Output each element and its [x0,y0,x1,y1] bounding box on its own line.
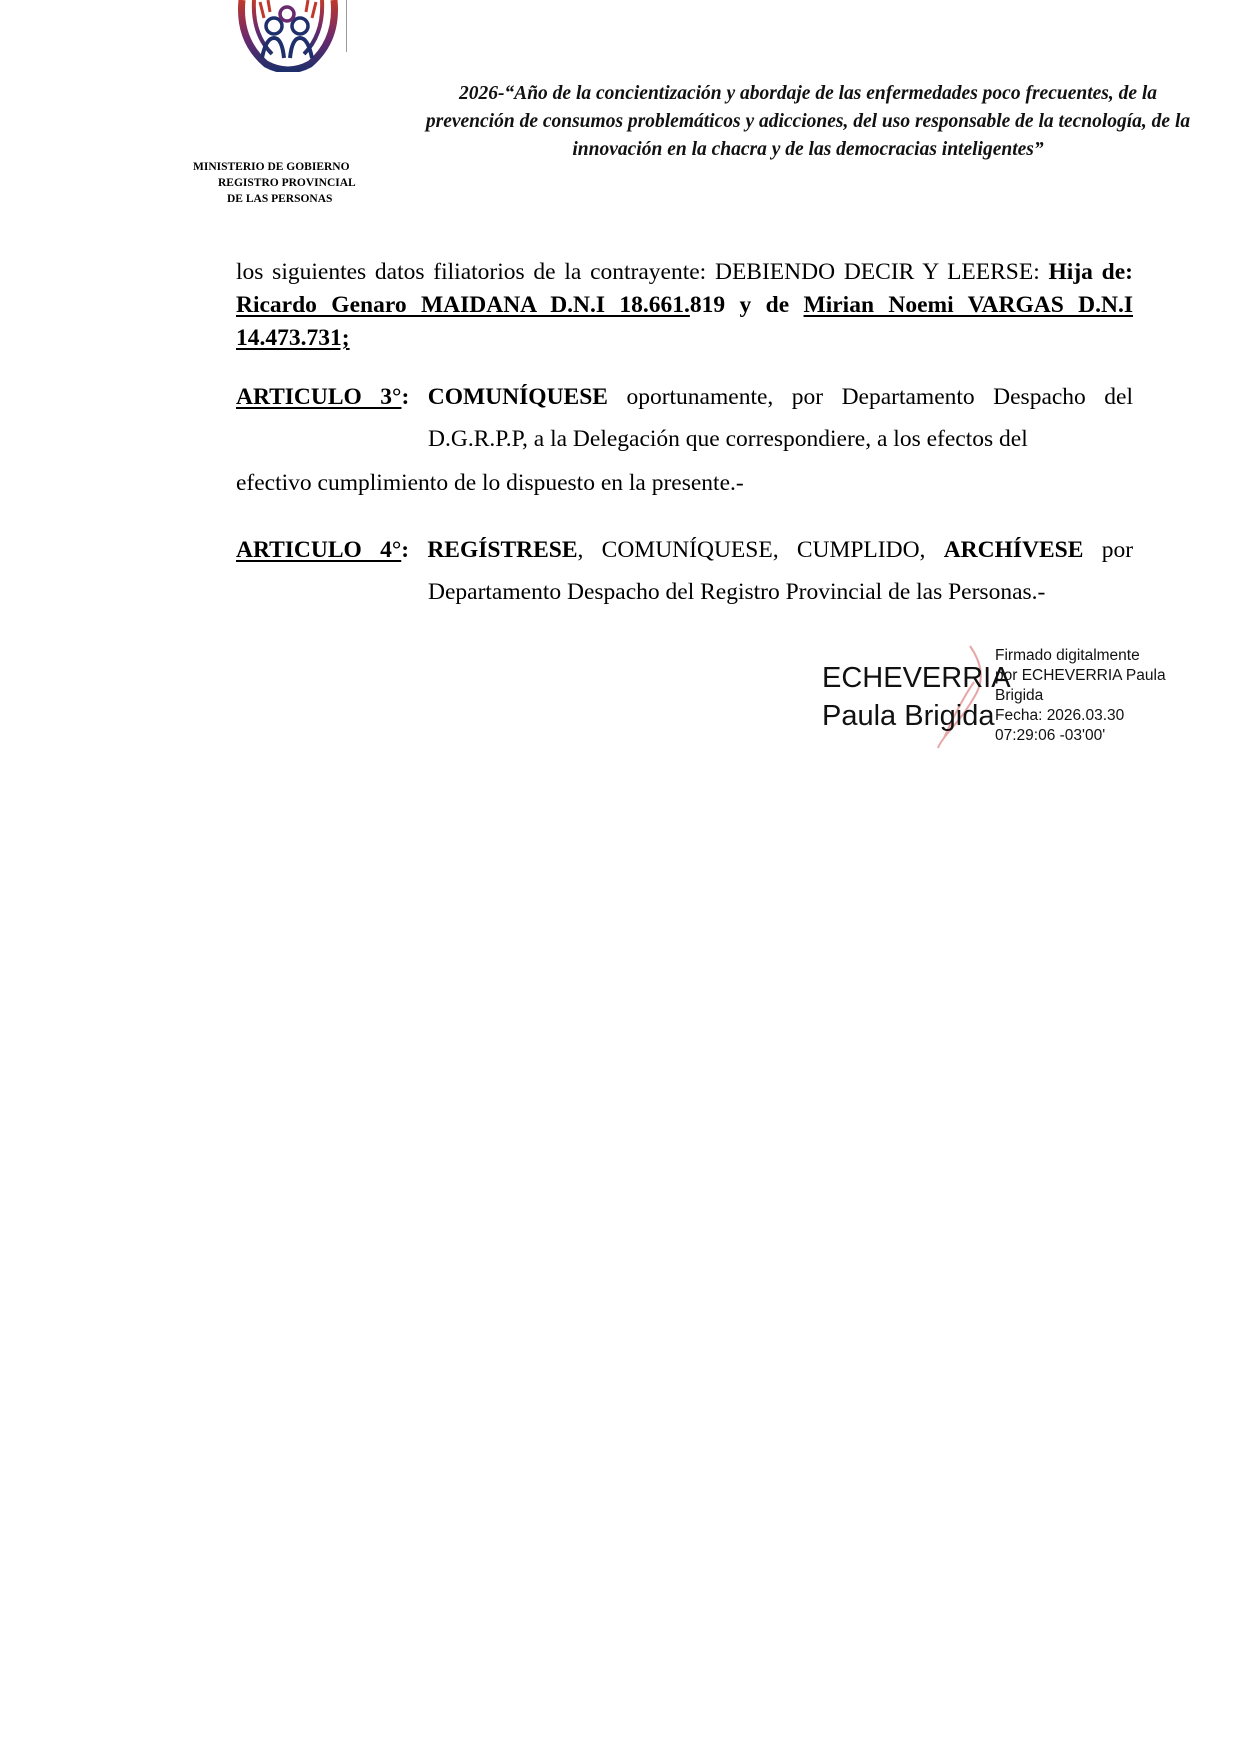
registry-emblem-logo [236,0,340,72]
mother-name: Mirian Noemi VARGAS D.N.I 14.473.731; [236,292,1134,351]
signature-time: 07:29:06 -03'00' [995,727,1106,744]
signer-surname: ECHEVERRIA [822,662,1011,694]
article-4-text: , COMUNÍQUESE, CUMPLIDO, [577,537,944,563]
filiation-paragraph [236,256,1133,355]
article-4-keyword2: ARCHÍVESE [943,537,1084,563]
father-name: Ricardo Genaro MAIDANA D.N.I 18.661. [236,292,690,318]
signature-stroke-icon [930,642,990,752]
logo-graphic [236,0,340,72]
signature-info-line1: Firmado digitalmente [995,647,1140,664]
father-name-rest: 819 y de [689,292,790,318]
article-4-keyword: REGÍSTRESE [427,537,578,563]
article-4-end: por [1101,537,1134,563]
header-divider [346,0,347,52]
article-3-keyword: COMUNÍQUESE [427,384,608,410]
article-3-line2: D.G.R.P.P, a la Delegación que correspondiere, a los efectos del [428,426,1028,452]
hija-label: Hija de: [1048,259,1133,285]
article-3-text: oportunamente, por Departamento Despacho del [626,384,1133,410]
article-3-label: ARTICULO 3° [236,384,402,410]
article-4-line1: ARTICULO 4°: REGÍSTRESE, COMUNÍQUESE, CUMPLIDO, ARCHÍVESE por [236,537,1134,563]
signature-details [995,646,1166,746]
signature-info-line3: Brigida [995,687,1044,704]
signature-date: Fecha: 2026.03.30 [995,707,1125,724]
signer-given-names: Paula Brigida [822,700,995,732]
article-4-line2: Departamento Despacho del Registro Provincial de las Personas.- [428,579,1046,605]
registry-name-cont: DE LAS PERSONAS [227,193,333,205]
article-3-line1: ARTICULO 3°: COMUNÍQUESE oportunamente, por Departamento Despacho del [236,384,1133,410]
signature-info-line2: por ECHEVERRIA Paula [995,667,1166,684]
year-motto: 2026-“Año de la concientización y abordaje de las enfermedades poco frecuentes, de la prevención de consumos problemáticos y adicciones, del uso responsable de la tecnología, de la innovación en la chacra y de las democracias inteligentes” [425,83,1191,160]
article-4-label: ARTICULO 4° [236,537,402,563]
article-3-line3: efectivo cumplimiento de lo dispuesto en la presente.- [236,470,744,496]
ministry-name: MINISTERIO DE GOBIERNO [193,161,350,173]
filiation-intro: los siguientes datos filiatorios de la contrayente: DEBIENDO DECIR Y LEERSE: [236,259,1049,285]
registry-name: REGISTRO PROVINCIAL [218,177,356,189]
